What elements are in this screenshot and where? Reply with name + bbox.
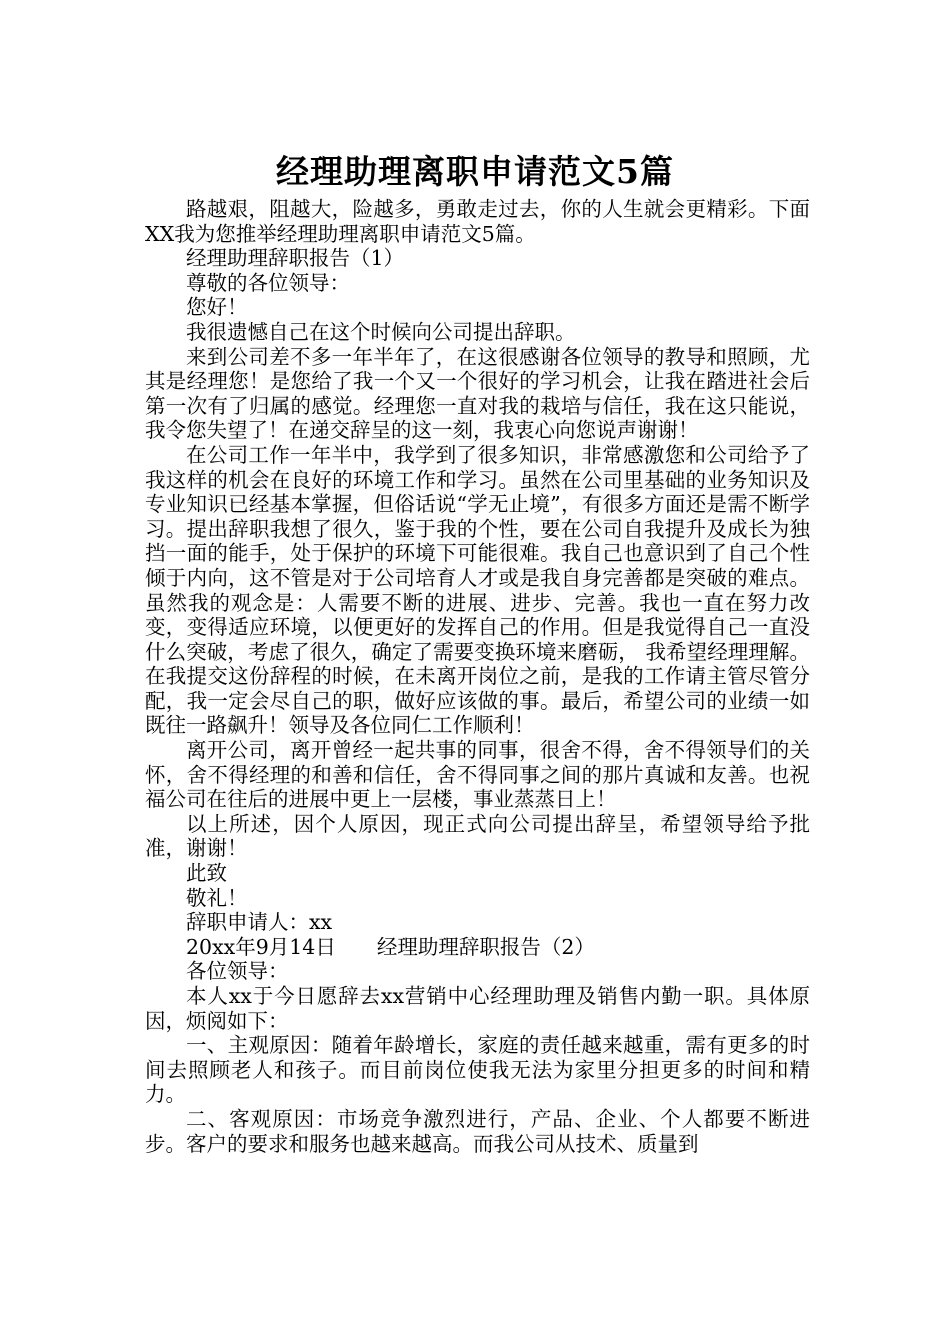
paragraph-date-heading-2: 20xx年9月14日 经理助理辞职报告（2） [186,934,595,959]
paragraph-intro: 路越艰，阻越大，险越多，勇敢走过去，你的人生就会更精彩。下面XX我为您推举经理助理离职申请范文5篇。 [145,197,810,246]
paragraph-statement: 本人xx于今日愿辞去xx营销中心经理助理及销售内勤一职。具体原因，烦阅如下： [145,984,810,1033]
paragraph-signature: 辞职申请人：xx [186,910,333,935]
paragraph-greeting: 您好！ [186,295,248,320]
paragraph-closing-2: 敬礼！ [186,885,248,910]
paragraph-salutation-2: 各位领导： [186,959,289,984]
paragraph-farewell: 离开公司，离开曾经一起共事的同事，很舍不得，舍不得领导们的关怀，舍不得经理的和善和信任，舍不得同事之间的那片真诚和友善。也祝福公司在往后的进展中更上一层楼，事业蒸蒸日上！ [145,738,810,812]
document-title: 经理助理离职申请范文5篇 [276,152,674,192]
paragraph-subjective-reason: 一、主观原因：随着年龄增长，家庭的责任越来越重，需有更多的时间去照顾老人和孩子。而目前岗位使我无法为家里分担更多的时间和精力。 [145,1033,810,1107]
paragraph-salutation-1: 尊敬的各位领导： [186,270,350,295]
paragraph-request: 以上所述，因个人原因，现正式向公司提出辞呈，希望领导给予批准，谢谢！ [145,811,810,861]
paragraph-regret: 我很遗憾自己在这个时候向公司提出辞职。 [186,319,576,344]
paragraph-objective-reason: 二、客观原因：市场竞争激烈进行，产品、企业、个人都要不断进步。客户的要求和服务也越来越高。而我公司从技术、质量到 [145,1106,810,1156]
paragraph-thanks: 来到公司差不多一年半年了，在这很感谢各位领导的教导和照顾，尤其是经理您！是您给了我一个又一个很好的学习机会，让我在踏进社会后第一次有了归属的感觉。经理您一直对我的栽培与信任，我在这只能说，我令您失望了！在递交辞呈的这一刻，我衷心向您说声谢谢！ [145,344,810,443]
paragraph-closing-1: 此致 [186,861,227,886]
paragraph-heading-1: 经理助理辞职报告（1） [186,246,405,271]
document-body [145,197,810,1156]
paragraph-reasons: 在公司工作一年半中，我学到了很多知识，非常感激您和公司给予了我这样的机会在良好的环境工作和学习。虽然在公司里基础的业务知识及专业知识已经基本掌握，但俗话说“学无止境”，有很多方面还是需不断学习。提出辞职我想了很久，鉴于我的个性，要在公司自我提升及成长为独挡一面的能手，处于保护的环境下可能很难。我自己也意识到了自己个性倾于内向，这不管是对于公司培育人才或是我自身完善都是突破的难点。虽然我的观念是：人需要不断的进展、进步、完善。我也一直在努力改变，变得适应环境，以便更好的发挥自己的作用。但是我觉得自己一直没什么突破，考虑了很久，确定了需要变换环境来磨砺， 我希望经理理解。在我提交这份辞程的时候，在未离开岗位之前，是我的工作请主管尽管分配，我一定会尽自己的职，做好应该做的事。最后，希望公司的业绩一如既往一路飙升！领导及各位同仁工作顺利！ [145,442,810,738]
